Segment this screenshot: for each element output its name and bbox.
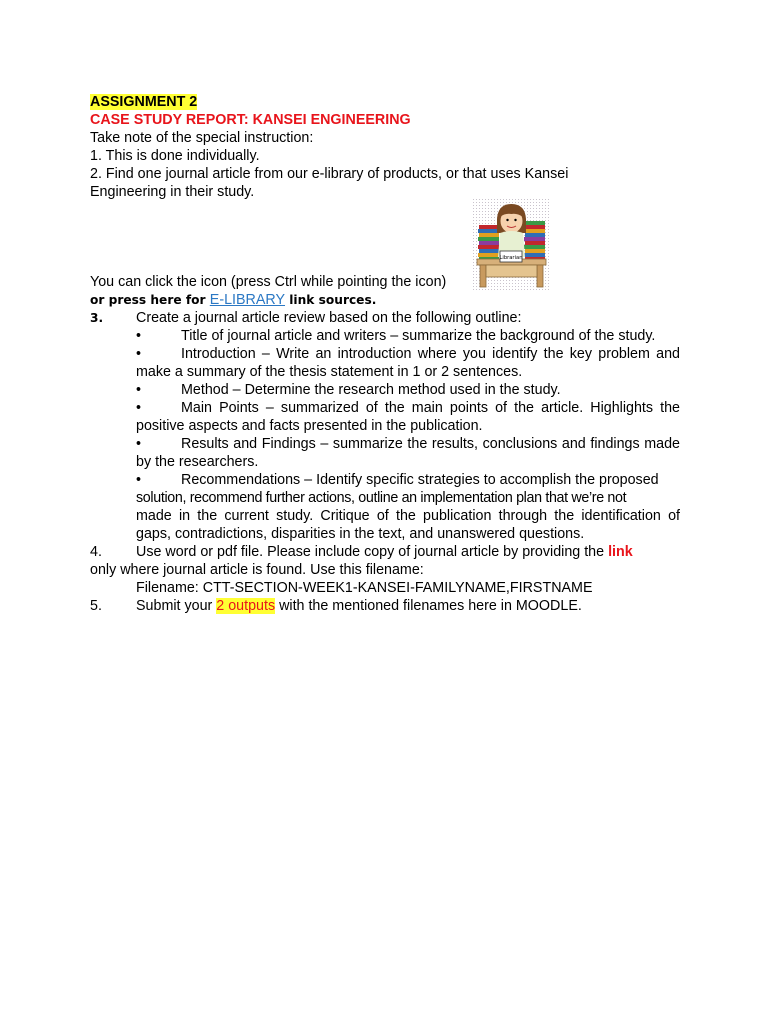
recommendations-line2: solution, recommend further actions, outline an implementation plan that we’re not [136,490,627,506]
bullet-main-points: • Main Points – summarized of the main points of the article. Highlights the positive aspects and facts presented in the publication. [136,400,680,434]
case-study-title: CASE STUDY REPORT: KANSEI ENGINEERING [90,112,411,128]
elibrary-link[interactable]: E-LIBRARY [209,292,286,308]
document-body [90,93,680,615]
instruction-item-1: 1. This is done individually. [90,148,260,164]
librarian-sign-label: Librarian [499,255,523,261]
instruction-item-3 [90,309,680,327]
bullet-recommendations: • Recommendations – Identify specific strategies to accomplish the proposed solution, recommend further actions, outline an implementation plan that we’re not made in the current study. Critique of the publication through the identification of gaps, contradictions, disparities in the text, and unanswered questions. [136,472,680,542]
click-icon-instruction: You can click the icon (press Ctrl while pointing the icon) [90,274,447,290]
librarian-figure [497,204,526,257]
item-4-number: 4. [90,544,102,560]
special-instruction-note: Take note of the special instruction: [90,130,314,146]
recommendations-line3: made in the current study. Critique of the publication through the identification of gaps, contradictions, disparities in the text, and unanswered questions. [136,508,680,542]
instruction-item-2-line1: 2. Find one journal article from our e-library of products, or that uses Kansei [90,166,569,182]
outputs-highlight: 2 outputs [216,598,276,614]
item-3-text: Create a journal article review based on the following outline: [136,310,522,326]
bullet-results: • Results and Findings – summarize the results, conclusions and findings made by the researchers. [136,436,680,470]
instruction-item-2-line2: Engineering in their study. [90,184,255,200]
assignment-heading: ASSIGNMENT 2 [90,94,198,110]
right-book-stack [524,221,545,261]
bullet-title: • Title of journal article and writers – summarize the background of the study. [136,328,656,344]
librarian-with-books-icon[interactable] [473,199,550,292]
elibrary-line: or press here for E-LIBRARY link sources. [90,292,377,308]
article-link[interactable]: link [608,544,633,560]
instruction-item-5: 5. Submit your 2 outputs with the mentioned filenames here in MOODLE. [90,598,582,614]
bullet-introduction: • Introduction – Write an introduction where you identify the key problem and make a summary of the thesis statement in 1 or 2 sentences. [136,346,680,380]
filename-format: Filename: CTT-SECTION-WEEK1-KANSEI-FAMILYNAME,FIRSTNAME [136,580,593,596]
item-4-continuation: only where journal article is found. Use this filename: [90,562,424,578]
instruction-item-4: 4. Use word or pdf file. Please include copy of journal article by providing the link [90,544,633,560]
bullet-method: • Method – Determine the research method used in the study. [136,382,561,398]
item-3-number: 3. [90,311,104,325]
librarian-illustration [473,199,550,292]
item-5-number: 5. [90,598,102,614]
left-book-stack [478,225,499,261]
